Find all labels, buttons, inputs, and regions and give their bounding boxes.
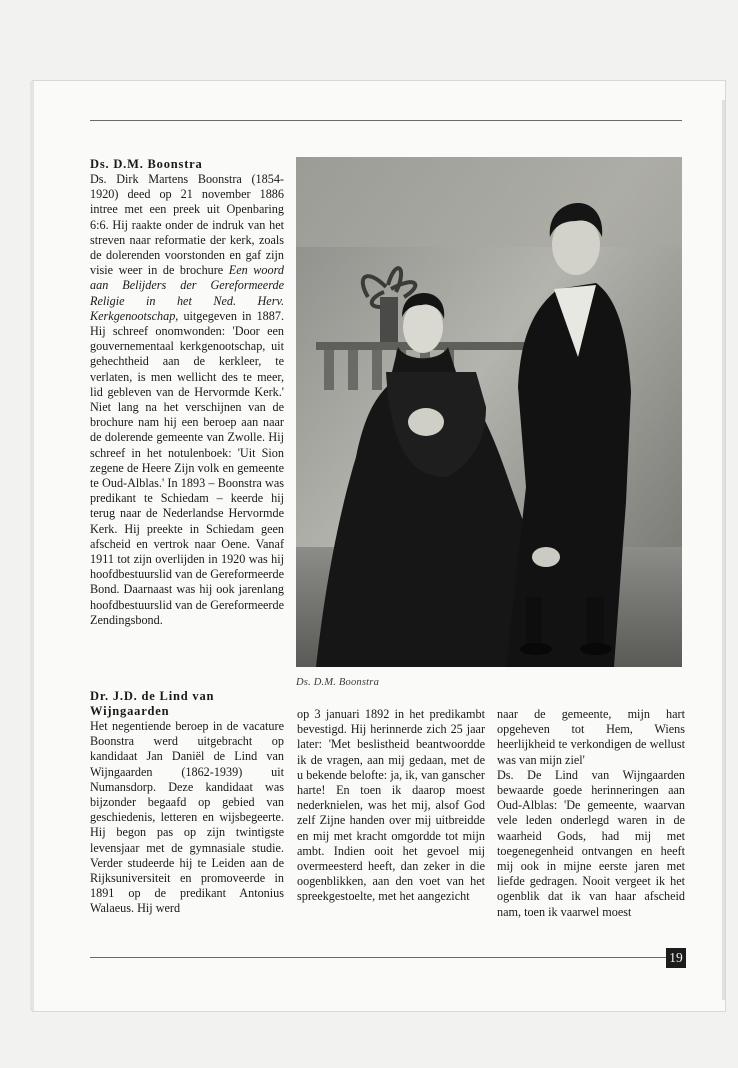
boonstra-body-part-a: Ds. Dirk Martens Boonstra (1854-1920) deed op 21 november 1886 intree met een preek uit Openbaring 6:6. Hij raakte onder de indruk van het streven naar reformatie der kerk, zoals de dolerenden voorstonden en gaf zijn visie weer in de brochure [90,172,284,278]
section-boonstra [90,157,284,628]
portrait-photo-graphic [296,157,682,667]
page-binding-edge [30,81,34,1011]
brochure-title: Een woord aan Belijders der Gereformeerde Religie in het Ned. Herv. Kerkgenootschap, [90,263,284,323]
section-lind-column-2 [297,707,485,905]
standing-man-hand [532,547,560,567]
lind-body-col1: Het negentiende beroep in de vacature Boonstra werd uitgebracht op kandidaat Jan Daniël de Lind van Wijngaarden (1862-1939) uit Numansdorp. Deze kandidaat was bijzonder begaafd op gebied van geschiedenis, letteren en wijsbegeerte. Hij begon pas op zijn twintigste levensjaar met de gymnasiale studie. Verder studeerde hij te Leiden aan de Rijksuniversiteit en promoveerde in 1891 op de predikant Antonius Walaeus. Hij werd [90,719,284,916]
section-heading-boonstra: Ds. D.M. Boonstra [90,157,203,171]
boonstra-body-part-b: uitgegeven in 1887. Hij schreef onomwonden: 'Door een gouvernementaal kerkgenootschap, uit gehechtheid aan de kerkleer, te verlaten, is men wellicht des te meer, lid gebleven van de Hervormde Kerk.' Niet lang na het verschijnen van de brochure nam hij een beroep aan naar de dolerende gemeente van Zwolle. Hij schreef in het notulenboek: 'Uit Sion zegene de Heere Zijn volk en gemeente te Oud-Alblas.' In 1893 – Boonstra was predikant te Schiedam – keerde hij terug naar de Nederlandse Hervormde Kerk. Hij preekte in Schiedam geen afscheid en vertrok naar Oene. Vanaf 1911 tot zijn overlijden in 1920 was hij hoofdbestuurslid van de Gereformeerde Bond. Daarnaast was hij ook jarenlang hoofdbestuurslid van de Gereformeerde Zendingsbond. [90,308,284,627]
page-right-edge [722,100,725,1000]
boonstra-body [90,172,284,628]
bottom-rule [90,957,682,958]
section-lind-column-3 [497,707,685,920]
section-heading-lind: Dr. J.D. de Lind van Wijngaarden [90,689,215,718]
photo-caption: Ds. D.M. Boonstra [296,677,380,688]
lind-body-col3-b: Ds. De Lind van Wijngaarden bewaarde goede herinneringen aan Oud-Alblas: 'De gemeente, waarvan vele leden onderlegd waren in de waarheid Gods, had mij met toegenegenheid ontvangen en heeft mij ook in mijne eerste jaren met liefde gedragen. Nooit vergeet ik het ogenblik dat ik van haar afscheid nam, toen ik vaarwel moest [497,767,685,919]
top-rule [90,120,682,121]
seated-woman-hands [408,408,444,436]
portrait-photo [296,157,682,667]
lind-body-col2: op 3 januari 1892 in het predikambt bevestigd. Hij herinnerde zich 25 jaar later: 'Met beslistheid beantwoordde ik de vragen, aan mij gedaan, met de u bekende belofte: ja, ik, van ganscher harte! En toen ik daarop moest nederknielen, was het mij, alsof God zelf Zijne handen over mij uitbreidde en mij met kracht omgordde tot mijn ambt. Indien ooit het gevoel mij overmeesterd heeft, dan zeker in die oogenblikken, aan den voet van het spreekgestoelte, met het aangezicht [297,707,485,904]
section-lind-column-1 [90,689,284,917]
page-number: 19 [666,948,686,968]
lind-body-col3-a: naar de gemeente, mijn hart opgeheven tot Hem, Wiens heerlijkheid te verkondigen de wellust was van mijn ziel' [497,707,685,767]
